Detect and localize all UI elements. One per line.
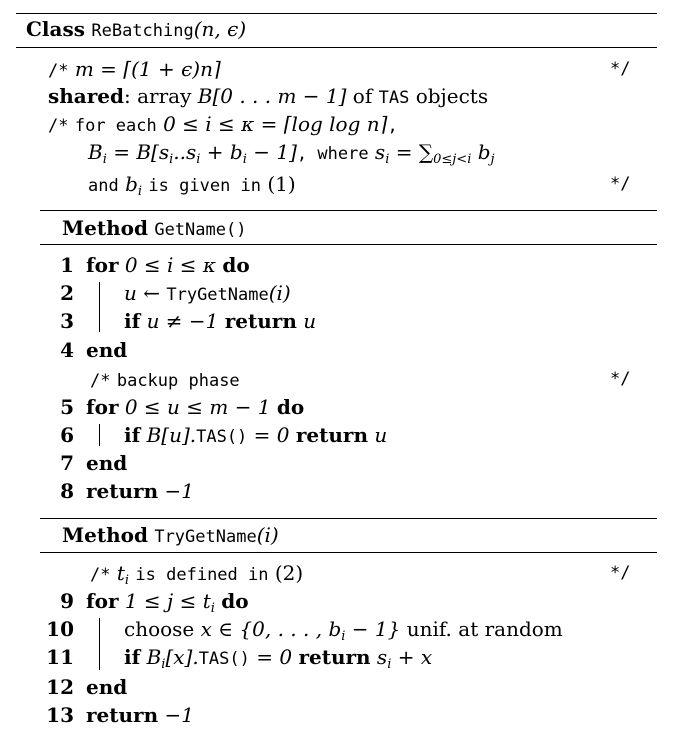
comment-math-sub: i (242, 152, 247, 167)
keyword-do: do (221, 589, 249, 613)
comment-m-text: m = ⌈(1 + ϵ)n⌉ (74, 57, 221, 81)
code-math-sub: i (161, 657, 166, 672)
shared-line (48, 84, 488, 110)
method-name: TryGetName (154, 527, 257, 547)
code-line-11 (124, 645, 432, 677)
comment-math-sub: j (490, 152, 495, 167)
comment-text: , (387, 116, 398, 136)
code-math: B (146, 645, 162, 669)
comment-math: − 1] (246, 140, 297, 164)
code-line-6 (124, 423, 387, 449)
keyword-if: if (124, 645, 141, 669)
keyword-do: do (276, 395, 305, 419)
code-math: 0 ≤ i ≤ κ (124, 253, 217, 277)
line-number: 1 (60, 253, 74, 277)
comment-math: B (88, 140, 103, 164)
comment-math: ..s (173, 140, 197, 164)
shared-text-c: of (346, 84, 379, 108)
comment-math: = ∑ (389, 140, 434, 164)
line-number: 11 (46, 645, 74, 669)
shared-text-e: objects (409, 84, 489, 108)
comment-text: is given in (148, 176, 262, 196)
class-header-rule (16, 47, 657, 48)
code-text: unif. at random (400, 617, 563, 641)
comment-batches-line1 (48, 112, 398, 138)
keyword-end: end (86, 451, 128, 475)
line-number: 10 (46, 617, 74, 641)
comment-math: s (374, 140, 386, 164)
code-math-sub: i (210, 601, 215, 616)
code-math: B[u]. (146, 423, 197, 447)
comment-open: /* (48, 61, 69, 81)
code-line-1 (86, 253, 250, 277)
class-params: (n, ϵ) (193, 17, 247, 41)
comment-text: and (88, 176, 119, 196)
code-math: u ≠ −1 (146, 309, 219, 333)
comment-math: + b (200, 140, 243, 164)
code-math: x ∈ {0, . . . , b (200, 617, 342, 641)
line-number: 13 (46, 703, 74, 727)
comment-math-sub: i (196, 152, 201, 167)
code-math: u ← (124, 281, 167, 305)
keyword-for: for (86, 589, 119, 613)
comment-open: /* (90, 565, 111, 585)
shared-array: B[0 . . . m − 1] (197, 84, 347, 108)
keyword-for: for (86, 395, 119, 419)
code-math: u (303, 309, 317, 333)
keyword-return: return (86, 479, 159, 503)
comment-backup (90, 367, 240, 393)
keyword-return: return (86, 703, 159, 727)
code-math: 1 ≤ j ≤ t (124, 589, 211, 613)
method-params: (i) (256, 523, 279, 547)
code-math: = 0 (249, 645, 293, 669)
code-line-5 (86, 395, 304, 419)
code-math: −1 (164, 479, 194, 503)
code-line-3 (124, 309, 316, 333)
comment-math: b (471, 140, 491, 164)
code-call: TryGetName (166, 285, 269, 305)
comment-math-sub: i (169, 152, 174, 167)
comment-close: */ (610, 369, 631, 389)
shared-tas: TAS (378, 88, 410, 108)
code-math: + x (391, 645, 433, 669)
code-math: 0 ≤ u ≤ m − 1 (124, 395, 271, 419)
code-math: (i) (268, 281, 291, 305)
method-getname-header (62, 216, 246, 242)
method-trygetname-top-rule (40, 518, 657, 519)
code-call: TAS() (196, 427, 248, 447)
code-line-8 (86, 479, 194, 503)
code-math: = 0 (247, 423, 290, 447)
comment-text: , where (296, 144, 369, 164)
method-name: GetName() (154, 220, 247, 240)
comment-close: */ (610, 563, 631, 583)
comment-math-sub: i (102, 152, 107, 167)
code-line-4 (86, 338, 127, 362)
method-trygetname-header (62, 523, 279, 549)
comment-ref: (1) (267, 172, 296, 196)
comment-batches-line3 (88, 172, 296, 204)
code-call: TAS() (198, 649, 250, 669)
comment-math-sub: i (385, 152, 390, 167)
keyword-do: do (222, 253, 250, 277)
code-text: choose (124, 617, 201, 641)
comment-math: b (125, 172, 138, 196)
comment-math: = B[s (106, 140, 170, 164)
code-math: u (374, 423, 388, 447)
code-line-2 (124, 281, 291, 307)
top-rule (16, 13, 657, 14)
line-number: 8 (60, 479, 74, 503)
comment-batches-line2 (88, 140, 495, 172)
method-getname-header-rule (40, 244, 657, 245)
keyword-end: end (86, 675, 128, 699)
code-math: s (376, 645, 388, 669)
keyword-return: return (298, 645, 371, 669)
class-header (26, 17, 246, 43)
line-number: 12 (46, 675, 74, 699)
keyword-if: if (124, 309, 141, 333)
method-keyword: Method (62, 216, 148, 240)
comment-m-line (48, 57, 221, 83)
shared-keyword: shared (48, 84, 125, 108)
comment-math-sub: i (124, 573, 130, 588)
code-line-13 (86, 703, 194, 727)
code-math: − 1} (345, 617, 401, 641)
comment-text: backup phase (116, 371, 240, 391)
keyword-return: return (224, 309, 297, 333)
code-line-12 (86, 675, 127, 699)
comment-text: for each (74, 116, 157, 136)
block-bar (99, 618, 100, 670)
line-number: 6 (60, 423, 74, 447)
comment-text: is defined in (135, 565, 269, 585)
keyword-end: end (86, 338, 128, 362)
line-number: 3 (60, 309, 74, 333)
line-number: 4 (60, 338, 74, 362)
block-bar (99, 282, 100, 332)
comment-close: */ (610, 59, 631, 79)
keyword-if: if (124, 423, 141, 447)
method-getname-top-rule (40, 210, 657, 211)
comment-math: 0 ≤ i ≤ κ = ⌈log log n⌉ (163, 112, 388, 136)
comment-math-sub: 0≤j<i (433, 152, 472, 167)
keyword-return: return (295, 423, 368, 447)
block-bar (99, 424, 100, 446)
code-math: [x]. (165, 645, 199, 669)
class-keyword: Class (26, 17, 85, 41)
shared-text-a: : array (124, 84, 198, 108)
code-math-sub: i (387, 657, 392, 672)
method-keyword: Method (62, 523, 148, 547)
line-number: 9 (60, 589, 74, 613)
comment-close: */ (610, 174, 631, 194)
class-name: ReBatching (91, 21, 194, 41)
line-number: 5 (60, 395, 74, 419)
comment-open: /* (48, 116, 69, 136)
comment-math-sub: i (137, 184, 143, 199)
keyword-for: for (86, 253, 119, 277)
comment-math: t (116, 561, 125, 585)
comment-ref: (2) (274, 561, 304, 585)
line-number: 2 (60, 281, 74, 305)
method-trygetname-header-rule (40, 552, 657, 553)
code-math: −1 (164, 703, 194, 727)
code-math-sub: i (341, 629, 346, 644)
comment-open: /* (90, 371, 111, 391)
code-line-7 (86, 451, 127, 475)
line-number: 7 (60, 451, 74, 475)
